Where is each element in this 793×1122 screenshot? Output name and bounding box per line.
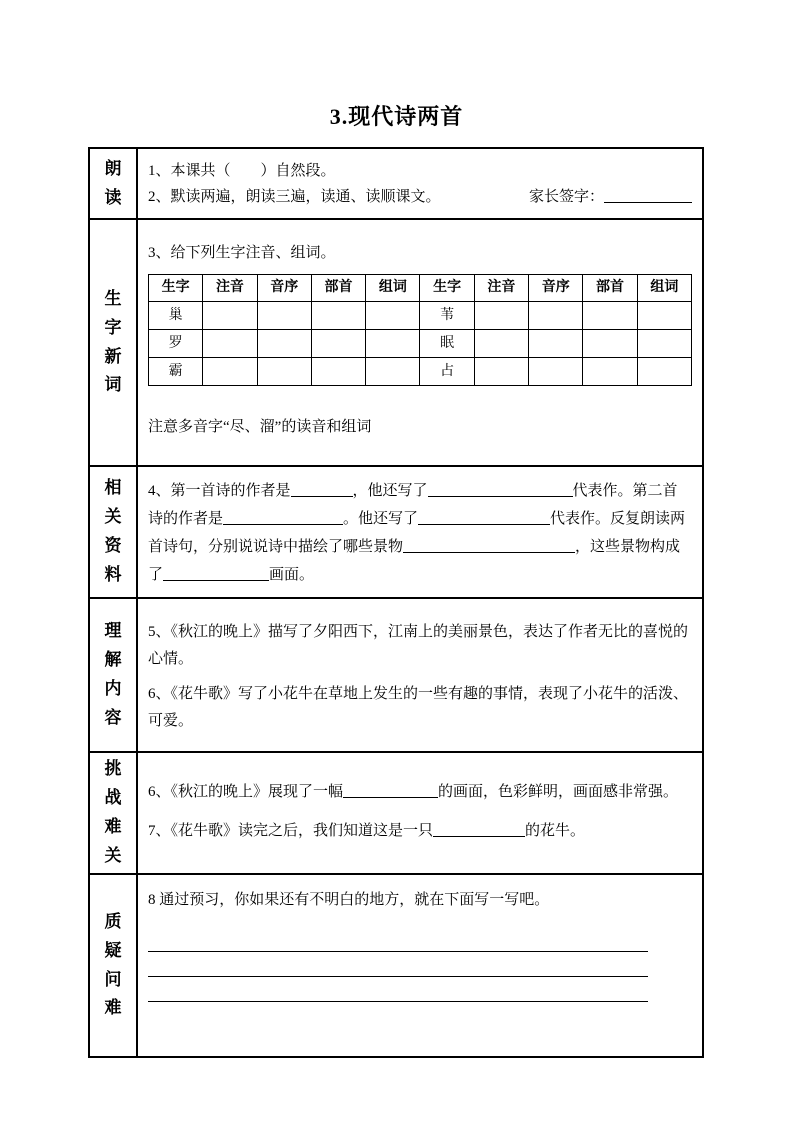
polyphonic-note: 注意多音字“尽、溜”的读音和组词: [148, 419, 372, 435]
section-questions-label-cell: [89, 874, 137, 1057]
answer-blank: [433, 822, 525, 837]
parent-signature-blank: [604, 188, 692, 203]
comprehension-item-5: 5、《秋江的晚上》描写了夕阳西下，江南上的美丽景色，表达了作者无比的喜悦的心情。: [148, 624, 689, 667]
char-table-cell-empty: [257, 330, 311, 358]
char-table-cell-empty: [203, 330, 257, 358]
challenge-item-7: [148, 816, 692, 847]
challenge-item-6: [148, 777, 692, 808]
char-table-header: 部首: [311, 275, 365, 302]
char-cell: 罗: [149, 330, 203, 358]
char-table-cell-empty: [637, 302, 691, 330]
char-table-cell-empty: [311, 302, 365, 330]
char-table-header: 注音: [474, 275, 528, 302]
char-table-header: 部首: [583, 275, 637, 302]
section-related-info-content: [137, 466, 703, 598]
char-table-header: 组词: [366, 275, 420, 302]
char-table-row: [149, 302, 692, 330]
section-challenge-label-cell: [89, 752, 137, 874]
section-comprehension: [89, 598, 703, 752]
char-table-cell-empty: [583, 330, 637, 358]
char-cell: 霸: [149, 358, 203, 386]
char-table-cell-empty: [311, 330, 365, 358]
challenge-item-7-segment: 的花牛。: [525, 823, 586, 839]
char-table-header: 音序: [257, 275, 311, 302]
answer-blank: [428, 482, 573, 497]
question-4-segment: 代表作。第二首诗的作者是: [148, 483, 678, 527]
char-cell: 巢: [149, 302, 203, 330]
char-cell: 占: [420, 358, 474, 386]
answer-blank: [343, 783, 438, 798]
char-table-cell-empty: [366, 302, 420, 330]
question-4-segment: 代表作。反复朗读两首诗句，分别说说诗中描绘了哪些景物: [148, 511, 686, 555]
char-table-cell-empty: [203, 358, 257, 386]
section-reading-label: 朗读: [104, 158, 122, 207]
question-4-segment: 4、第一首诗的作者是: [148, 483, 291, 499]
char-table-cell-empty: [474, 358, 528, 386]
section-questions-content: [137, 874, 703, 1057]
char-table-row: [149, 358, 692, 386]
char-table-header: 生字: [149, 275, 203, 302]
writing-line: [148, 927, 648, 952]
char-table-cell-empty: [257, 302, 311, 330]
answer-blank: [291, 482, 353, 497]
challenge-item-6-segment: 的画面，色彩鲜明，画面感非常强。: [438, 784, 679, 800]
char-table-cell-empty: [529, 358, 583, 386]
char-table-cell-empty: [529, 330, 583, 358]
char-table-cell-empty: [203, 302, 257, 330]
section-new-characters-content: [137, 219, 703, 466]
section-related-info-label-cell: [89, 466, 137, 598]
section-related-info: [89, 466, 703, 598]
char-table-cell-empty: [529, 302, 583, 330]
char-table-cell-empty: [366, 330, 420, 358]
section-challenge-content: [137, 752, 703, 874]
char-table-row: [149, 330, 692, 358]
section-questions-label: 质疑问难: [104, 911, 122, 1018]
characters-intro: 3、给下列生字注音、组词。: [148, 245, 336, 261]
reading-item-2-text: 2、默读两遍，朗读三遍，读通、读顺课文。: [148, 189, 441, 205]
char-cell: 眠: [420, 330, 474, 358]
section-reading: [89, 148, 703, 219]
char-table-header: 生字: [420, 275, 474, 302]
char-cell: 苇: [420, 302, 474, 330]
reading-item-2: [148, 184, 692, 210]
section-reading-label-cell: [89, 148, 137, 219]
question-4-segment: ，他还写了: [352, 483, 428, 499]
char-table-cell-empty: [637, 358, 691, 386]
page-title: 3.现代诗两首: [329, 104, 464, 129]
char-table-cell-empty: [583, 358, 637, 386]
section-challenge-label: 挑战难关: [104, 759, 122, 865]
section-new-characters-label: 生字新词: [104, 288, 122, 395]
section-challenge: [89, 752, 703, 874]
char-table-header: 组词: [637, 275, 691, 302]
challenge-item-6-segment: 6、《秋江的晚上》展现了一幅: [148, 784, 344, 800]
char-table-cell-empty: [583, 302, 637, 330]
char-table-cell-empty: [311, 358, 365, 386]
answer-blank: [403, 538, 575, 553]
question-4-segment: 画面。: [269, 567, 315, 583]
answer-blank: [418, 510, 550, 525]
writing-area: [148, 927, 692, 1002]
parent-signature-group: [529, 184, 692, 210]
section-related-info-label: 相关资料: [104, 478, 122, 584]
challenge-item-7-segment: 7、《花牛歌》读完之后，我们知道这是一只: [148, 823, 434, 839]
section-new-characters-label-cell: [89, 219, 137, 466]
answer-blank: [163, 566, 269, 581]
writing-line: [148, 977, 648, 1002]
char-table-cell-empty: [474, 330, 528, 358]
section-reading-content: [137, 148, 703, 219]
char-table-cell-empty: [474, 302, 528, 330]
char-table-cell-empty: [366, 358, 420, 386]
char-table-header: 音序: [529, 275, 583, 302]
char-table-cell-empty: [637, 330, 691, 358]
worksheet-table: [88, 147, 704, 1058]
comprehension-item-6: 6、《花牛歌》写了小花牛在草地上发生的一些有趣的事情，表现了小花牛的活泼、可爱。: [148, 686, 689, 729]
reading-item-1: 1、本课共（ ）自然段。: [148, 163, 336, 179]
character-table: [148, 274, 692, 386]
section-questions: [89, 874, 703, 1057]
char-table-cell-empty: [257, 358, 311, 386]
section-comprehension-label-cell: [89, 598, 137, 752]
section-new-characters: [89, 219, 703, 466]
writing-line: [148, 952, 648, 977]
char-table-header: 注音: [203, 275, 257, 302]
questions-prompt: 8 通过预习，你如果还有不明白的地方，就在下面写一写吧。: [148, 892, 550, 908]
answer-blank: [223, 510, 343, 525]
question-4: [148, 477, 692, 589]
parent-signature-label: 家长签字：: [528, 189, 604, 205]
section-comprehension-content: [137, 598, 703, 752]
char-table-header-row: [149, 275, 692, 302]
section-comprehension-label: 理解内容: [104, 621, 122, 727]
question-4-segment: 。他还写了: [343, 511, 419, 527]
question-4-segment: ，这些景物构成了: [148, 539, 681, 583]
